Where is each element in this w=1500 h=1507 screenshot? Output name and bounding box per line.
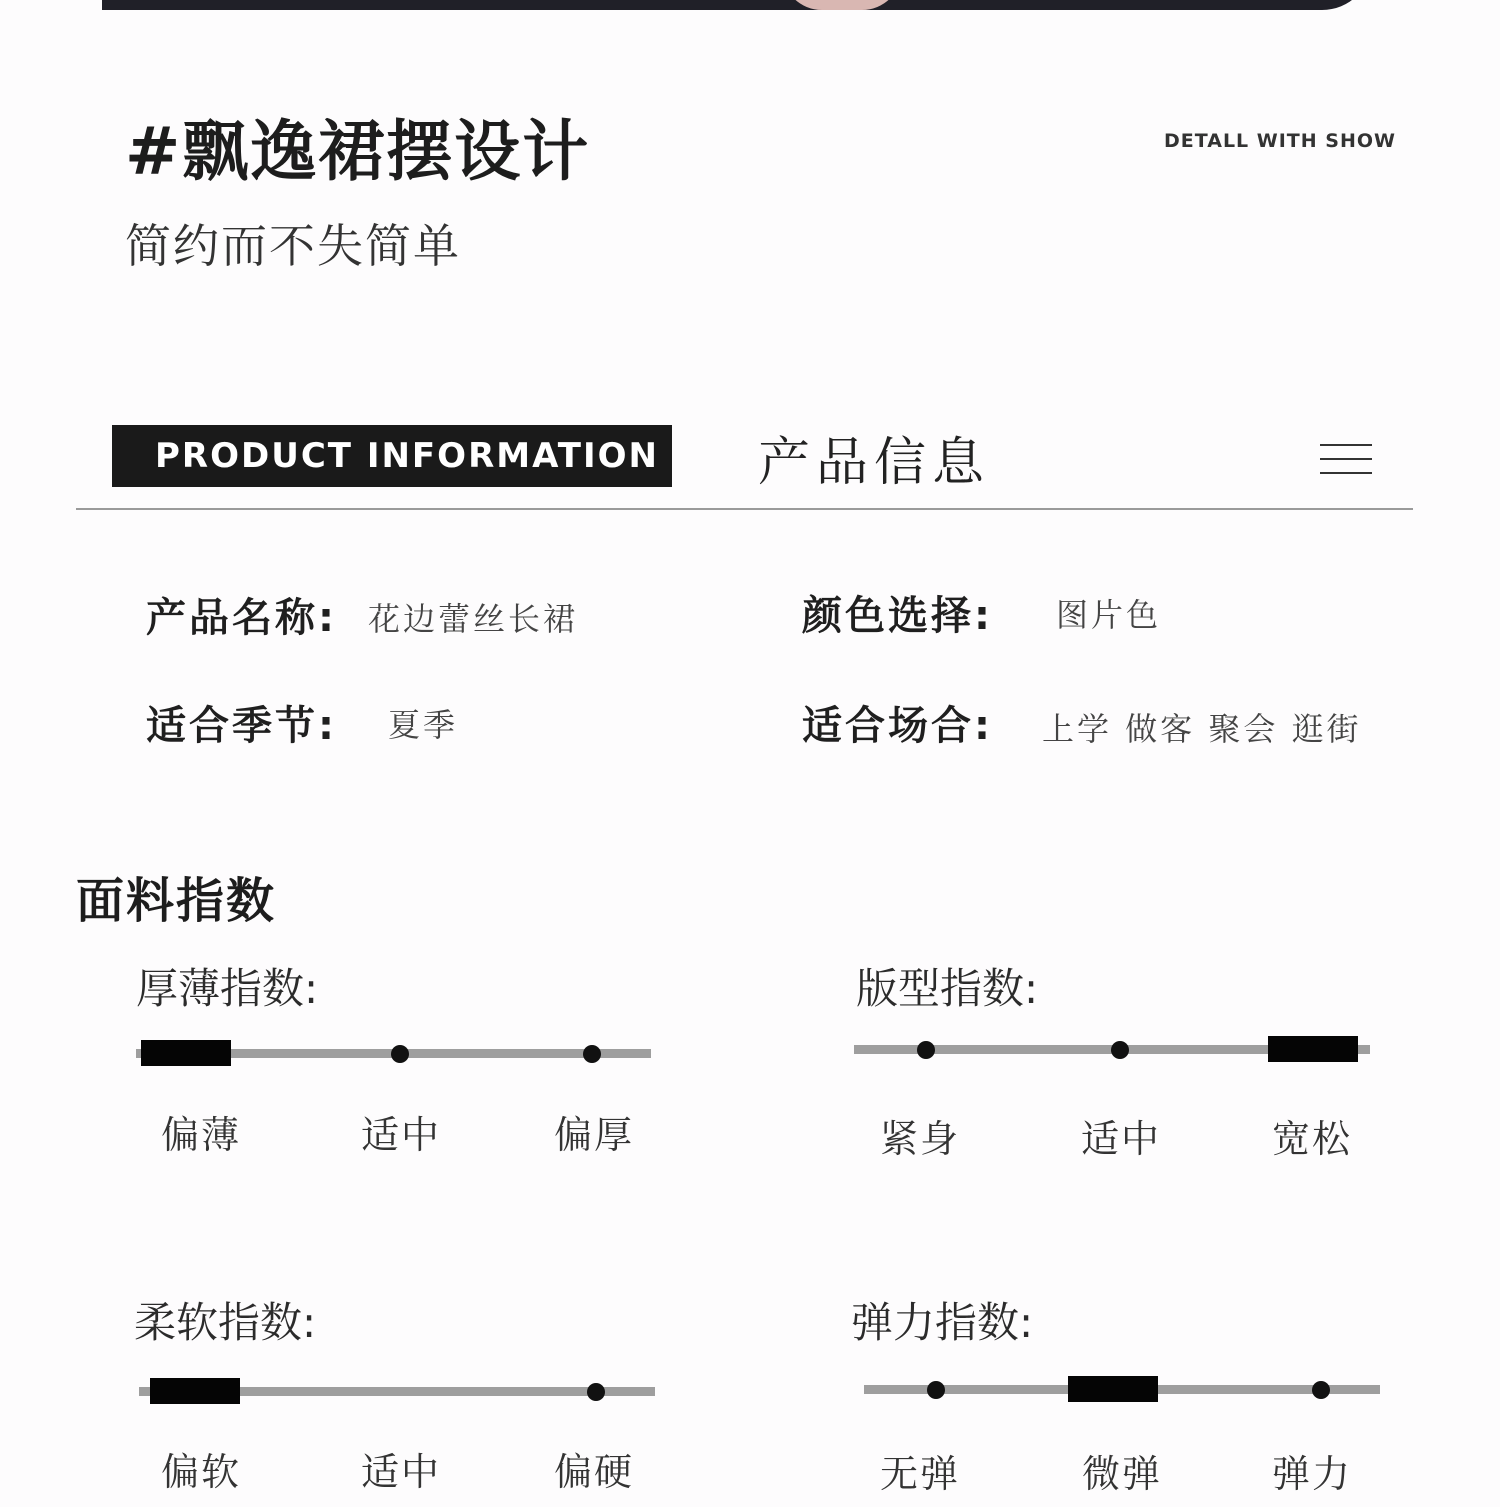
option-label: 微弹 (1082, 1452, 1163, 1496)
option-label: 无弹 (880, 1452, 961, 1496)
option-label: 弹力 (1272, 1452, 1353, 1496)
info-value-season: 夏季 (388, 706, 459, 744)
product-information-badge: PRODUCT INFORMATION (112, 425, 672, 487)
product-photo-edge (102, 0, 1372, 10)
option-label: 宽松 (1272, 1117, 1353, 1161)
info-label-occasion: 适合场合: (802, 703, 993, 749)
option-dot (1111, 1041, 1129, 1059)
metric-title-elasticity: 弹力指数: (851, 1298, 1034, 1347)
product-information-title: 产品信息 (758, 433, 991, 493)
selected-marker (1068, 1376, 1158, 1402)
section-subtitle-cn: 简约而不失简单 (125, 219, 461, 273)
metric-title-fit: 版型指数: (856, 964, 1039, 1013)
divider (76, 508, 1413, 510)
info-label-name: 产品名称: (146, 595, 337, 641)
option-dot (391, 1045, 409, 1063)
option-label: 偏厚 (554, 1113, 635, 1157)
selected-marker (150, 1378, 240, 1404)
info-label-color: 颜色选择: (802, 593, 993, 639)
section-subtitle-en: DETALL WITH SHOW (1164, 130, 1396, 152)
selected-marker (141, 1040, 231, 1066)
section-title: #飘逸裙摆设计 (125, 113, 591, 190)
option-label: 偏软 (161, 1450, 242, 1494)
option-label: 紧身 (880, 1117, 961, 1161)
info-label-season: 适合季节: (146, 703, 337, 749)
option-dot (587, 1383, 605, 1401)
option-label: 偏薄 (161, 1113, 242, 1157)
metric-title-thickness: 厚薄指数: (136, 964, 319, 1013)
option-label: 适中 (361, 1450, 442, 1494)
info-value-color: 图片色 (1056, 596, 1162, 634)
info-value-occasion: 上学 做客 聚会 逛街 (1042, 710, 1362, 748)
option-label: 偏硬 (554, 1450, 635, 1494)
option-dot (1312, 1381, 1330, 1399)
info-value-name: 花边蕾丝长裙 (368, 600, 579, 638)
option-dot (917, 1041, 935, 1059)
selected-marker (1268, 1036, 1358, 1062)
option-label: 适中 (361, 1113, 442, 1157)
option-label: 适中 (1081, 1117, 1162, 1161)
photo-detail (782, 0, 902, 10)
metric-title-softness: 柔软指数: (134, 1298, 317, 1347)
fabric-index-heading: 面料指数 (76, 873, 277, 929)
menu-lines-icon (1320, 444, 1372, 476)
option-dot (927, 1381, 945, 1399)
option-dot (583, 1045, 601, 1063)
